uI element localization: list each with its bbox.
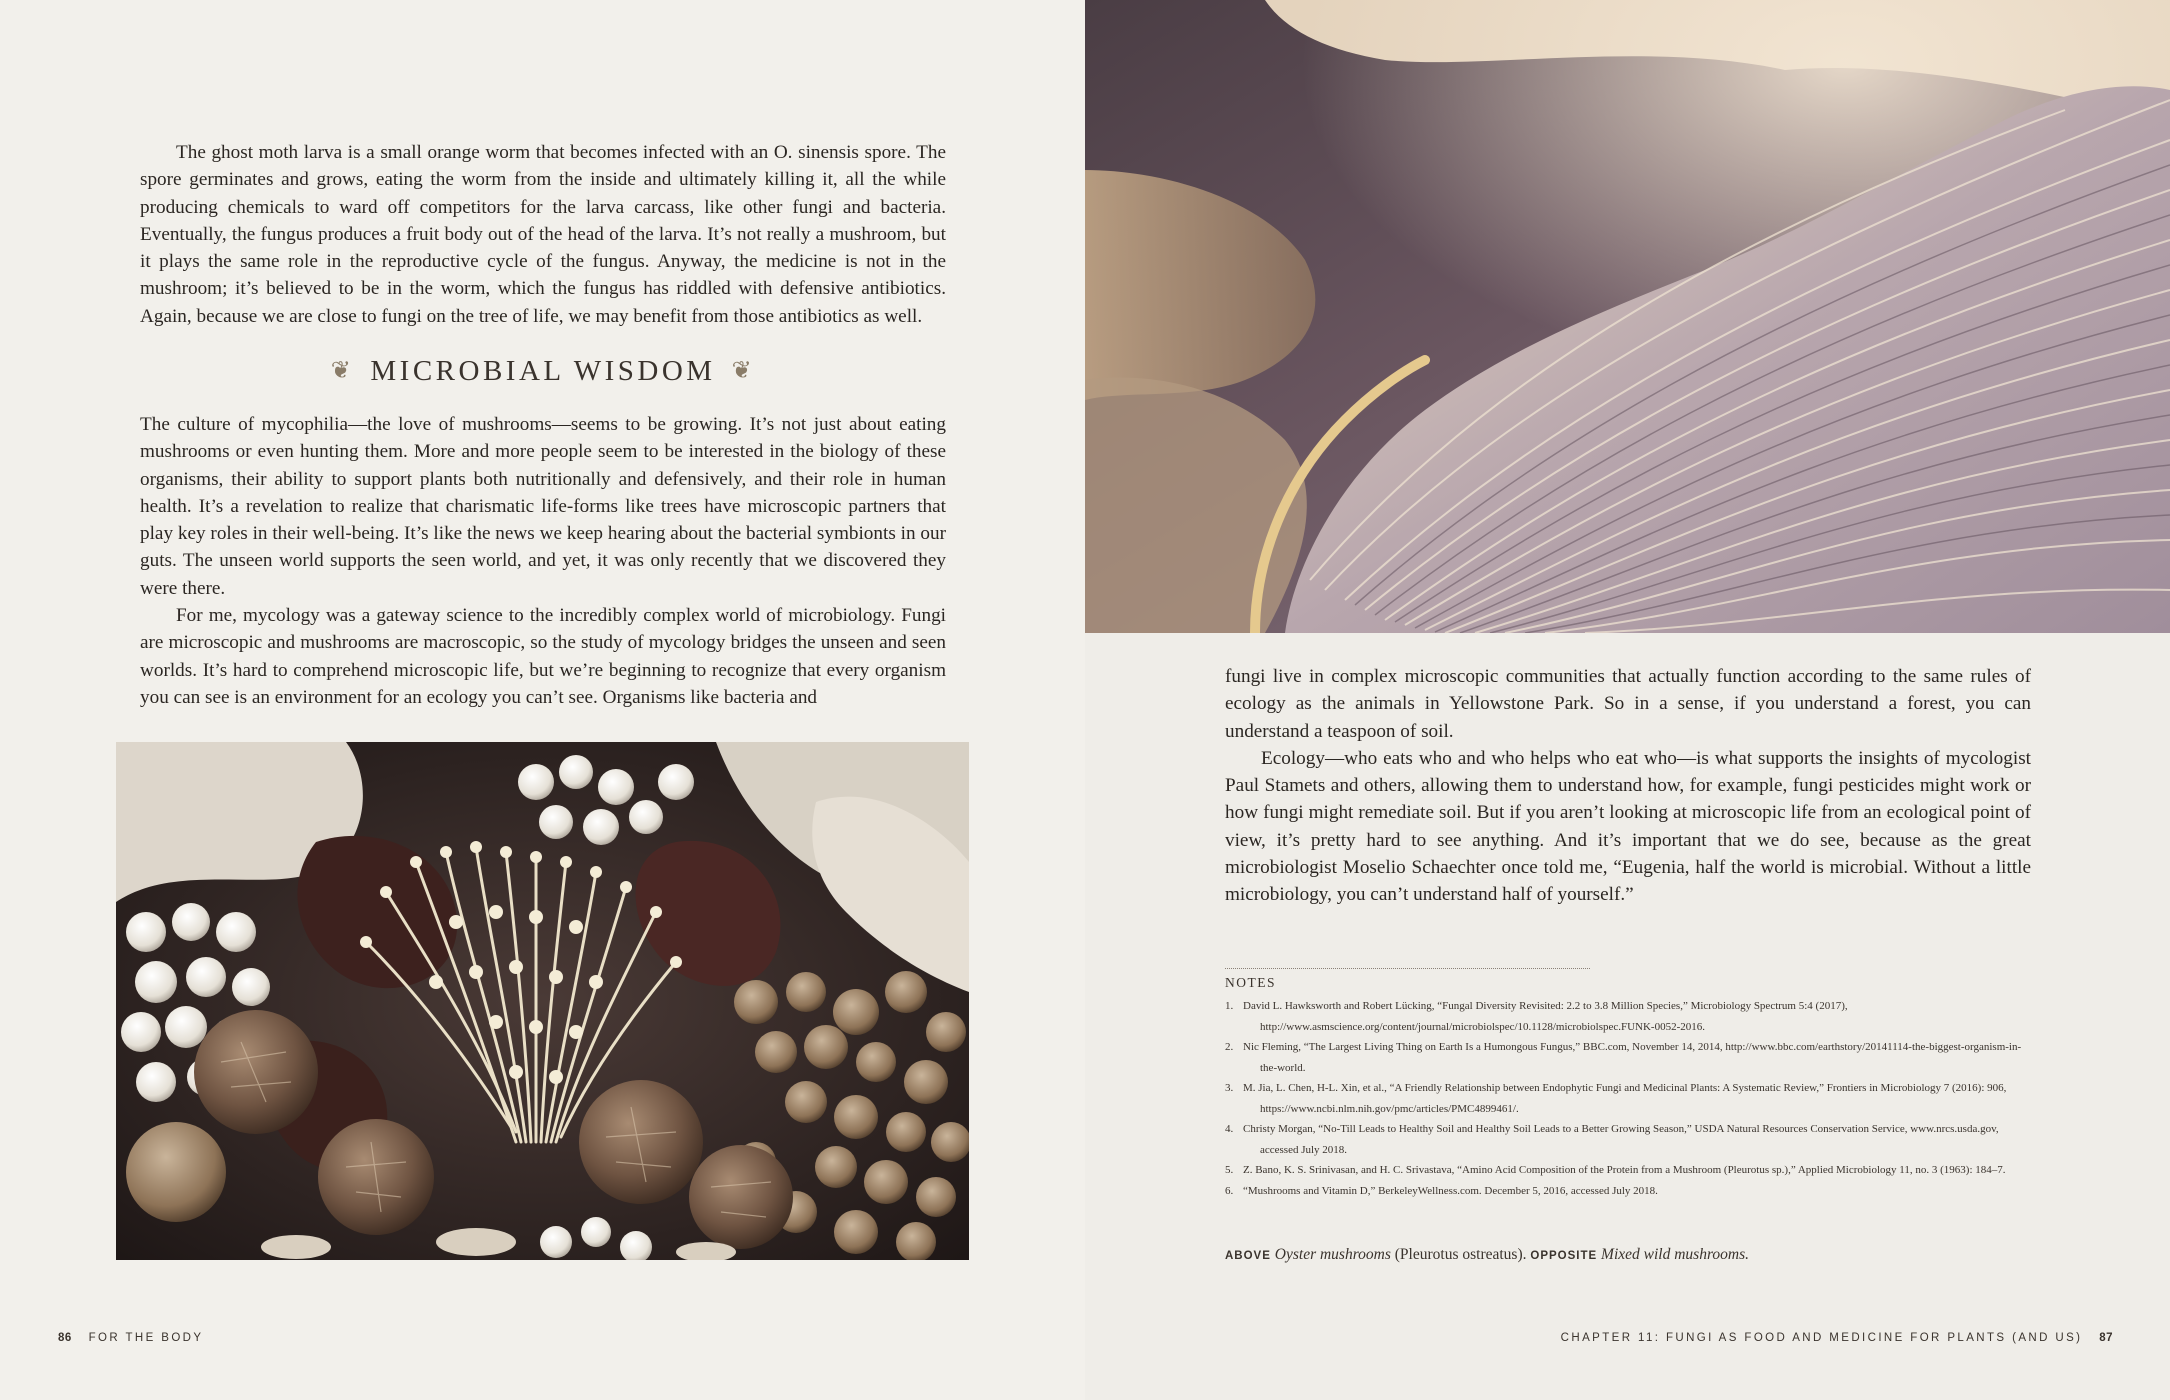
notes-section: [1225, 968, 2031, 1201]
note-item: 4. Christy Morgan, “No-Till Leads to Healthy Soil and Healthy Soil Leads to a Better Growing Season,” USDA Natural Resources Conservation Service, www.nrcs.usda.gov, accessed July 2018.: [1225, 1123, 1999, 1156]
caption-opposite-label: OPPOSITE: [1530, 1250, 1598, 1262]
left-folio: [58, 1332, 203, 1344]
mycophilia-paragraph: The culture of mycophilia—the love of mushrooms—seems to be growing. It’s not just about eating mushrooms or even hunting them. More and more people seem to be interested in the biology of these organisms, their ability to support plants both nutritionally and defensively, and their role in human health. It’s a revelation to realize that charismatic life-forms like trees have microscopic partners that play key roles in their well-being. It’s like the news we keep hearing about the bacterial symbionts in our guts. The unseen world supports the seen world, and yet, it was only recently that we discovered they were there.: [140, 414, 946, 599]
oyster-mushroom-gills-illustration: [1085, 0, 2170, 633]
caption-above-latin: (Pleurotus ostreatus).: [1394, 1246, 1527, 1263]
note-item: 2. Nic Fleming, “The Largest Living Thing on Earth Is a Humongous Fungus,” BBC.com, November 14, 2014, http://www.bbc.com/earthstory/20141114-the-biggest-organism-in-the-world.: [1225, 1041, 2022, 1074]
ecology-insights-paragraph: Ecology—who eats who and who helps who eat who—is what supports the insights of mycologist Paul Stamets and others, allowing them to understand how, for example, fungi pesticides might work or how fungi might remediate soil. But if you aren’t looking at microscopic life from an ecological point of view, it’s pretty hard to see anything. And it’s important that we do see, because as the great microbiologist Moselio Schaechter once told me, “Eugenia, half the world is microbial. Without a little microbiology, you can’t understand half of yourself.”: [1225, 747, 2031, 906]
mixed-mushrooms-photo: [116, 742, 969, 1260]
note-item: 5. Z. Bano, K. S. Srinivasan, and H. C. Srivastava, “Amino Acid Composition of the Protein from a Mushroom (Pleurotus sp.),” Applied Microbiology 11, no. 3 (1963): 184–7.: [1225, 1164, 2006, 1176]
caption-above-label: ABOVE: [1225, 1250, 1271, 1262]
notes-list: [1225, 996, 2031, 1201]
note-item: 3. M. Jia, L. Chen, H-L. Xin, et al., “A Friendly Relationship between Endophytic Fungi and Medicinal Plants: A Systematic Review,” Frontiers in Microbiology 7 (2016): 906, https://www.ncbi.nlm.nih.gov/pmc/articles/PMC4899461/.: [1225, 1082, 2007, 1115]
photo-caption: [1225, 1246, 2031, 1264]
note-item: 6. “Mushrooms and Vitamin D,” BerkeleyWellness.com. December 5, 2016, accessed July 2018.: [1225, 1184, 1658, 1197]
right-running-head: CHAPTER 11: FUNGI AS FOOD AND MEDICINE FOR PLANTS (AND US): [1560, 1332, 2083, 1344]
section-heading: [140, 355, 946, 388]
ornament-left-icon: ❦: [330, 358, 355, 384]
caption-opposite-text: Mixed wild mushrooms.: [1601, 1246, 1750, 1263]
notes-divider: [1225, 968, 1590, 969]
left-text-block-2: [140, 411, 946, 711]
left-running-head: FOR THE BODY: [88, 1332, 204, 1344]
right-page-number: 87: [2099, 1332, 2113, 1344]
ornament-right-icon: ❦: [731, 358, 756, 384]
mixed-mushrooms-illustration: [116, 742, 969, 1260]
left-page-number: 86: [58, 1332, 72, 1344]
notes-title: NOTES: [1225, 975, 1276, 990]
left-text-block-1: [140, 139, 946, 330]
ecology-continuation-paragraph: fungi live in complex microscopic communities that actually function according to the same rules of ecology as the animals in Yellowstone Park. So in a sense, if you understand a forest, you can understand a teaspoon of soil.: [1225, 666, 2031, 742]
right-text-block: [1225, 663, 2031, 909]
oyster-mushrooms-photo: [1085, 0, 2170, 633]
caption-above-text: Oyster mushrooms: [1274, 1246, 1391, 1263]
right-page: [1085, 0, 2170, 1400]
note-item: 1. David L. Hawksworth and Robert Lücking, “Fungal Diversity Revisited: 2.2 to 3.8 Million Species,” Microbiology Spectrum 5:4 (2017), http://www.asmscience.org/content/journal/microbiolspec/10.1128/microbiolspec.FUNK-0052-2016.: [1225, 1000, 1848, 1033]
mycology-gateway-paragraph: For me, mycology was a gateway science to the incredibly complex world of microbiology. Fungi are microscopic and mushrooms are macroscopic, so the study of mycology bridges the unseen and seen worlds. It’s hard to comprehend microscopic life, but we’re beginning to recognize that every organism you can see is an environment for an ecology you can’t see. Organisms like bacteria and: [140, 605, 946, 708]
ghost-moth-paragraph: The ghost moth larva is a small orange worm that becomes infected with an O. sinensis spore. The spore germinates and grows, eating the worm from the inside and ultimately killing it, all the while producing chemicals to ward off competitors for the larva carcass, like other fungi and bacteria. Eventually, the fungus produces a fruit body out of the head of the larva. It’s not really a mushroom, but it plays the same role in the reproductive cycle of the fungus. Anyway, the medicine is not in the mushroom; it’s believed to be in the worm, which the fungus has riddled with defensive antibiotics. Again, because we are close to fungi on the tree of life, we may benefit from those antibiotics as well.: [140, 142, 946, 327]
right-folio: [1561, 1332, 2113, 1344]
section-heading-text: MICROBIAL WISDOM: [370, 355, 716, 387]
